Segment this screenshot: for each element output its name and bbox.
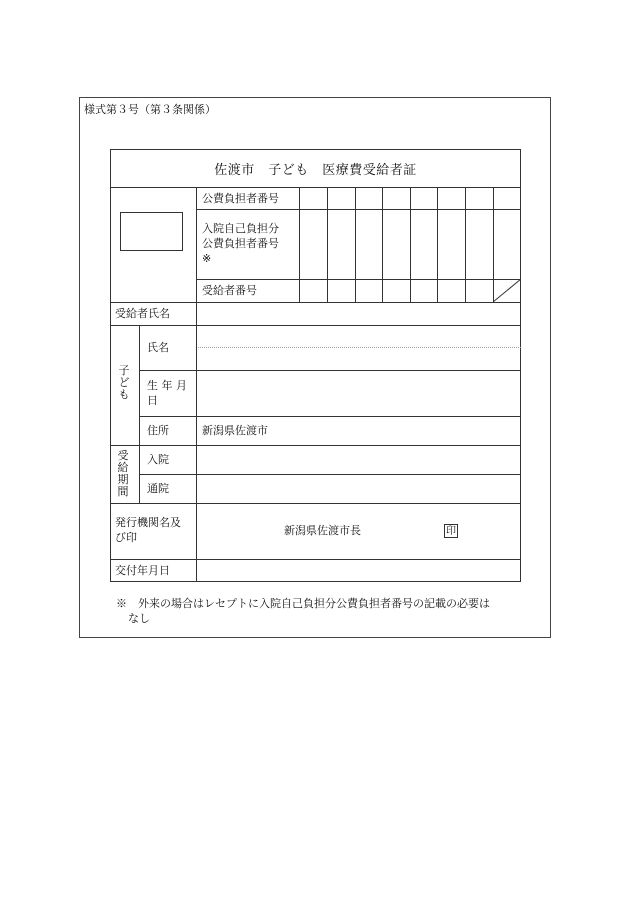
- form-number-label: 様式第３号（第３条関係）: [84, 103, 216, 116]
- period-outpatient-label: 通院: [147, 482, 169, 495]
- issuer-label-2: び印: [115, 531, 137, 544]
- child-birth-label-1: 生 年 月: [147, 379, 187, 392]
- grid-line: [355, 187, 356, 302]
- grid-line: [110, 325, 521, 326]
- period-inpatient-label: 入院: [147, 453, 169, 466]
- child-address-label: 住所: [147, 424, 169, 437]
- child-name-label: 氏名: [147, 341, 169, 354]
- issuer-value: 新潟県佐渡市長: [284, 524, 361, 537]
- inpatient-payer-number-mark: ※: [202, 252, 212, 265]
- seal-mark: 印: [446, 526, 456, 537]
- period-group-label: 受給期間: [117, 449, 129, 498]
- photo-box: [120, 212, 183, 251]
- grid-line: [465, 187, 466, 302]
- grid-line: [410, 187, 411, 302]
- diagonal-slash: [493, 279, 521, 302]
- child-birth-label-2: 日: [147, 394, 158, 407]
- grid-line: [382, 187, 383, 302]
- child-group-label: 子ども: [118, 364, 130, 401]
- footnote: [116, 596, 516, 626]
- footnote-line-1: ※ 外来の場合はレセプトに入院自己負担分公費負担者番号の記載の必要は: [116, 597, 490, 610]
- issuer-label-1: 発行機関名及: [115, 516, 181, 529]
- grid-line: [327, 187, 328, 302]
- grid-line: [110, 445, 521, 446]
- grid-line: [196, 279, 521, 280]
- grid-line: [196, 209, 521, 210]
- footnote-line-2: なし: [128, 612, 150, 625]
- certificate-title: 佐渡市 子ども 医療費受給者証: [214, 162, 417, 178]
- grid-line: [110, 302, 521, 303]
- grid-line: [139, 325, 140, 503]
- issue-date-label: 交付年月日: [115, 564, 170, 577]
- inpatient-payer-number-label-2: 公費負担者番号: [202, 237, 279, 250]
- grid-line: [196, 347, 521, 348]
- grid-line: [110, 503, 521, 504]
- grid-line: [110, 559, 521, 560]
- grid-line: [196, 187, 197, 582]
- public-payer-number-label: 公費負担者番号: [202, 192, 279, 205]
- recipient-name-label: 受給者氏名: [115, 307, 170, 320]
- grid-line: [299, 187, 300, 302]
- child-address-value: 新潟県佐渡市: [202, 424, 268, 437]
- grid-line: [437, 187, 438, 302]
- recipient-number-label: 受給者番号: [202, 284, 257, 297]
- grid-line: [110, 187, 521, 188]
- inpatient-payer-number-label-1: 入院自己負担分: [202, 222, 279, 235]
